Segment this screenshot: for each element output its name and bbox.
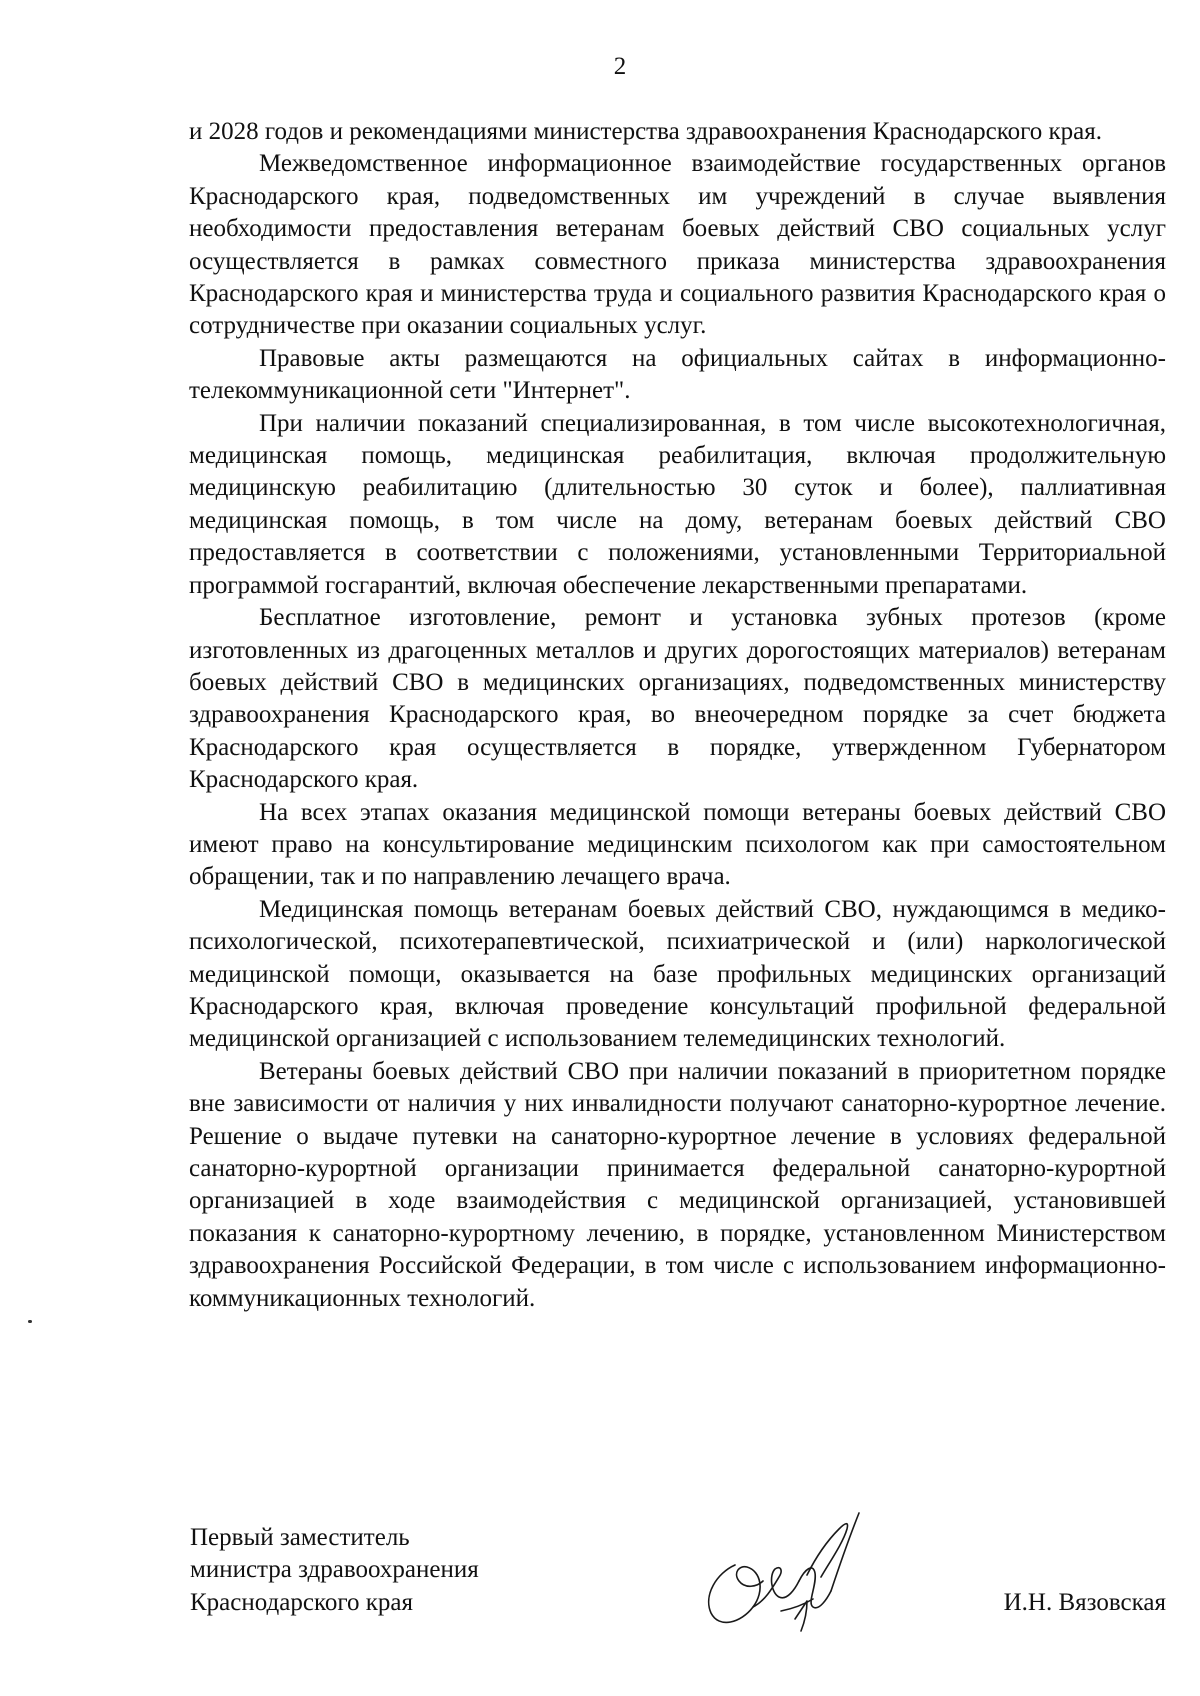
paragraph: При наличии показаний специализированная, в том числе высокотехнологичная, медицинская помощь, медицинская реабилитация, включая продолжительную медицинскую реабилитацию (длительностью 30 суток и более), паллиативная медицинская помощь, в том числе на дому, ветеранам боевых действий СВО предоставляется в соответствии с положениями, установленными Территориальной программой госгарантий, включая обеспечение лекарственными препаратами. (189, 409, 1166, 599)
document-body (189, 116, 1166, 1315)
signatory-position (190, 1522, 479, 1619)
paragraph: Медицинская помощь ветеранам боевых действий СВО, нуждающимся в медико-психологической, психотерапевтической, психиатрической и (или) наркологической медицинской помощи, оказывается на базе профильных медицинских организаций Краснодарского края, включая проведение консультаций профильной федеральной медицинской организацией с использованием телемедицинских технологий. (189, 895, 1166, 1053)
paragraph: Ветераны боевых действий СВО при наличии показаний в приоритетном порядке вне зависимости от наличия у них инвалидности получают санаторно-курортное лечение. Решение о выдаче путевки на санаторно-курортное лечение в условиях федеральной санаторно-курортной организации принимается федеральной санаторно-курортной организацией в ходе взаимодействия с медицинской организацией, установившей показания к санаторно-курортному лечению, в порядке, установленном Министерством здравоохранения Российской Федерации, в том числе с использованием информационно-коммуникационных технологий. (189, 1057, 1166, 1312)
paragraph: На всех этапах оказания медицинской помощи ветераны боевых действий СВО имеют право на консультирование медицинским психологом как при самостоятельном обращении, так и по направлению лечащего врача. (189, 798, 1166, 891)
position-line: Краснодарского края (190, 1588, 413, 1616)
paragraph: Правовые акты размещаются на официальных сайтах в информационно-телекоммуникационной сети "Интернет". (189, 344, 1166, 405)
position-line: Первый заместитель (190, 1524, 410, 1551)
handwritten-signature (695, 1503, 870, 1638)
position-line: министра здравоохранения (190, 1556, 479, 1584)
scan-speck (28, 1320, 32, 1323)
paragraph: и 2028 годов и рекомендациями министерства здравоохранения Краснодарского края. (189, 118, 1102, 145)
paragraph: Межведомственное информационное взаимодействие государственных органов Краснодарского края, подведомственных им учреждений в случае выявления необходимости предоставления ветеранам боевых действий СВО социальных услуг осуществляется в рамках совместного приказа министерства здравоохранения Краснодарского края и министерства труда и социального развития Краснодарского края о сотрудничестве при оказании социальных услуг. (189, 150, 1166, 340)
signatory-name: И.Н. Вязовская (1003, 1589, 1166, 1616)
paragraph: Бесплатное изготовление, ремонт и установка зубных протезов (кроме изготовленных из драгоценных металлов и других дорогостоящих материалов) ветеранам боевых действий СВО в медицинских организациях, подведомственных министерству здравоохранения Краснодарского края, во внеочередном порядке за счет бюджета Краснодарского края осуществляется в порядке, утвержденном Губернатором Краснодарского края. (189, 604, 1166, 794)
page-number: 2 (613, 53, 627, 80)
